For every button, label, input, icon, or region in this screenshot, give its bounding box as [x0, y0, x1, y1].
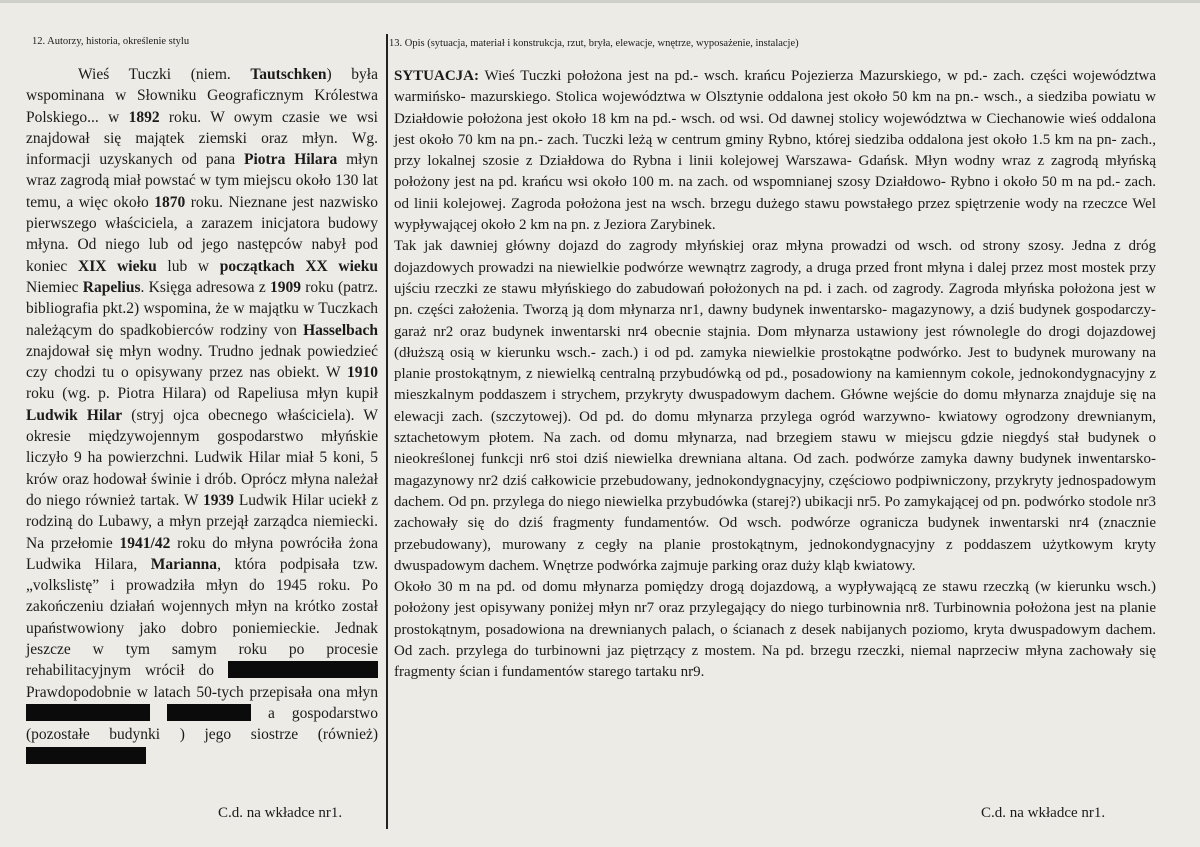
bold-name: Rapelius [82, 278, 141, 296]
text-run: Prawdopodobnie w latach 50-tych przepisała ona młyn [26, 683, 378, 701]
text-run: roku (patrz. bibliografia pkt.2) wspomina, że w majątku w Tuczkach należącym do spadkobierców rodziny von [26, 278, 378, 339]
bold-name: Hasselbach [303, 321, 378, 339]
bold-year: 1941/42 [119, 534, 171, 552]
history-column [26, 64, 378, 767]
description-column [394, 66, 1156, 684]
access-paragraph: Tak jak dawniej główny dojazd do zagrody młyńskiej oraz młyna prowadzi od wsch. od strony szosy. Jedna z dróg dojazdowych prowadzi na niewielkie podwórze wewnątrz zagrody, a druga przed front młyna i dalej przez most mostek przy ujściu rzeczki ze stawu młyńskiego do zabudowań położonych na pd. i zach. od zagrody. Zagroda młyńska położona jest w pn. części założenia. Tworzą ją dom młynarza nr1, dawny budynek inwentarsko- magazynowy, a dziś budynek gospodarczy- garaż nr2 oraz budynek inwentarski nr4 obecnie stajnia. Dom młynarza ustawiony jest równolegle do drogi dojazdowej (dłuższą osią w kierunku wsch.- zach.) i od pd. zamyka niewielkie prostokątne podwórko. Jest to budynek murowany na planie prostokątnym, z niewielką centralną przybudówką od pd., posadowiony na kamiennym cokole, jednokondygnacyjny z mieszkalnym poddaszem i strychem, przykryty dwuspadowym dachem. Główne wejście do domu młynarza znajduje się na elewacji zach. (szczytowej). Od pd. do domu młynarza przylega ogród warzywno- kwiatowy ogrodzony drewnianym, sztachetowym płotem. Na zach. od domu młynarza, nad brzegiem stawu w miejscu gdzie niegdyś stał budynek o nieokreślonej funkcji nr6 stoi dziś niewielka drewniana altana. Od zach. podwórze zamyka dawny budynek inwentarsko- magazynowy nr2 dziś całkowicie przebudowany, jednokondygnacyjny, częściowo podpiwniczony, przykryty jednospadowym dachem. Od pn. przylega do niego niewielka przybudówka (starej?) ubikacji nr5. Po zamykającej od pn. podwórko stodole nr3 zachowały się do dziś fragmenty fundamentów. Od wsch. podwórze ogranicza budynek inwentarski nr4 (znacznie przebudowany), murowany z cegły na planie prostokątnym, jednokondygnacyjny z poddaszem użytkowym kryty dwuspadowym dachem. Wnętrze podwórka zajmuje parking oraz duży kląb kwiatowy. [394, 238, 1156, 574]
text-run: Ludwik Hilar uciekł z rodziną do Lubawy, a młyn przejął zarządca niemiecki. Na przełomie [26, 491, 378, 552]
text-run: roku (wg. p. Piotra Hilara) od Rapeliusa młyn kupił [26, 385, 378, 403]
bold-year: 1870 [154, 193, 186, 211]
history-paragraph [26, 64, 378, 767]
text-run: znajdował się młyn wodny. Trudno jednak powiedzieć czy chodzi tu o opisywany przez nas obiekt. W [26, 342, 378, 382]
section-12-heading: 12. Autorzy, historia, określenie stylu [32, 36, 190, 47]
column-divider [386, 34, 388, 829]
text-run: Niemiec [26, 278, 83, 296]
bold-year: 1910 [347, 364, 378, 382]
text-run: roku. W owym czasie we wsi znajdował się majątek ziemski oraz młyn. Wg. informacji uzyskanych od pana [26, 108, 378, 169]
continuation-note-left: C.d. na wkładce nr1. [218, 805, 343, 821]
text-run: (stryj ojca obecnego właściciela). W okresie międzywojennym gospodarstwo młyńskie liczyło 9 ha powierzchni. Ludwik Hilar miał 5 koni, 5 krów oraz hodował świnie i drób. Oprócz młyna należał do niego również tartak. W [26, 406, 378, 509]
text-run: , która podpisała tzw. „volkslistę” i prowadziła młyn do 1945 roku. Po zakończeniu działań wojennych młyn na krótko został upaństwowiony jako dobro poniemieckie. Jednak jeszcze w tym samym roku po procesie rehabilitacyjnym wrócił do [26, 555, 379, 680]
text-run: roku. Nieznane jest nazwisko pierwszego właściciela, a zarazem inicjatora budowy młyna. Od niego lub od jego następców nabył pod koniec [26, 193, 378, 275]
text-run: a gospodarstwo (pozostałe budynki ) jego siostrze (również) [26, 704, 378, 744]
bold-year: 1939 [203, 491, 235, 509]
redaction-bar [228, 661, 378, 678]
bold-name: Piotra Hilara [244, 151, 338, 169]
situation-paragraph [394, 66, 1156, 236]
mill-paragraph: Około 30 m na pd. od domu młynarza pomiędzy drogą dojazdową, a wypływającą ze stawu rzeczką (w kierunku wsch.) położony jest opisywany poniżej młyn nr7 oraz przylegający do niego turbinownia nr8. Turbinownia położona jest na planie prostokątnym, posadowiona na drewnianych palach, o ścianach z desek nabijanych poziomo, kryta dwuspadowym dachem. Od zach. przylega do turbinowni jaz piętrzący z mostem. Na pd. brzegu rzeczki, niemal naprzeciw młyna zachowały się fragmenty ścian i fundamentów starego tartaku nr9. [394, 579, 1156, 681]
redaction-bar [167, 704, 251, 721]
text-run: młyn wraz zagrodą miał powstać w tym miejscu około 130 lat temu, a więc około [26, 151, 378, 211]
text-run: roku do młyna powróciła żona Ludwika Hilara, [26, 534, 378, 573]
situation-lead: SYTUACJA: [394, 68, 480, 84]
bold-year: 1909 [269, 278, 301, 296]
bold-term: Tautschken [250, 66, 327, 83]
text-run: . Księga adresowa z [140, 278, 270, 296]
scan-edge [0, 0, 1200, 3]
text-run: ) była wspominana w Słowniku Geograficznym Królestwa Polskiego... w [26, 66, 378, 126]
bold-name: Ludwik Hilar [26, 406, 123, 424]
redaction-bar [26, 704, 150, 721]
section-13-heading: 13. Opis (sytuacja, materiał i konstrukcja, rzut, bryła, elewacje, wnętrze, wyposażenie, instalacje) [389, 38, 799, 49]
bold-term: początkach XX wieku [219, 257, 378, 275]
text-run: lub w [156, 257, 220, 275]
redaction-bar [26, 747, 146, 764]
bold-name: Marianna [150, 555, 218, 573]
continuation-note-right: C.d. na wkładce nr1. [981, 805, 1106, 821]
bold-term: XIX wieku [78, 257, 157, 275]
text-run: Wieś Tuczki (niem. [78, 66, 251, 83]
text-run: Wieś Tuczki położona jest na pd.- wsch. krańcu Pojezierza Mazurskiego, w pd.- zach. części województwa warmińsko- mazurskiego. Stolica województwa w Olsztynie oddalona jest około 50 km na pn.- wsch., a siedziba powiatu w Działdowie położona jest około 18 km na pd.- wsch. od wsi. Od dawnej stolicy województwa w Ciechanowie wieś oddalona jest około 70 km na pn.- zach. Tuczki leżą w centrum gminy Rybno, której siedziba oddalona jest około 1.5 km na pn- zach., przy lokalnej szosie z Działdowa do Rybna i linii kolejowej Warszawa- Gdańsk. Młyn wodny wraz z zagrodą młyńską położony jest na pd. krańcu wsi około 100 m. na zach. od wspomnianej szosy Działdowo- Rybno i około 50 m na pd.- zach. od linii kolejowej. Zagroda położona jest na wsch. brzegu dużego stawu powstałego przez spiętrzenie wody na rzeczce Wel wypływającej około 2 km na pn. z Jeziora Zarybinek. [394, 68, 1156, 234]
bold-year: 1892 [128, 108, 160, 126]
